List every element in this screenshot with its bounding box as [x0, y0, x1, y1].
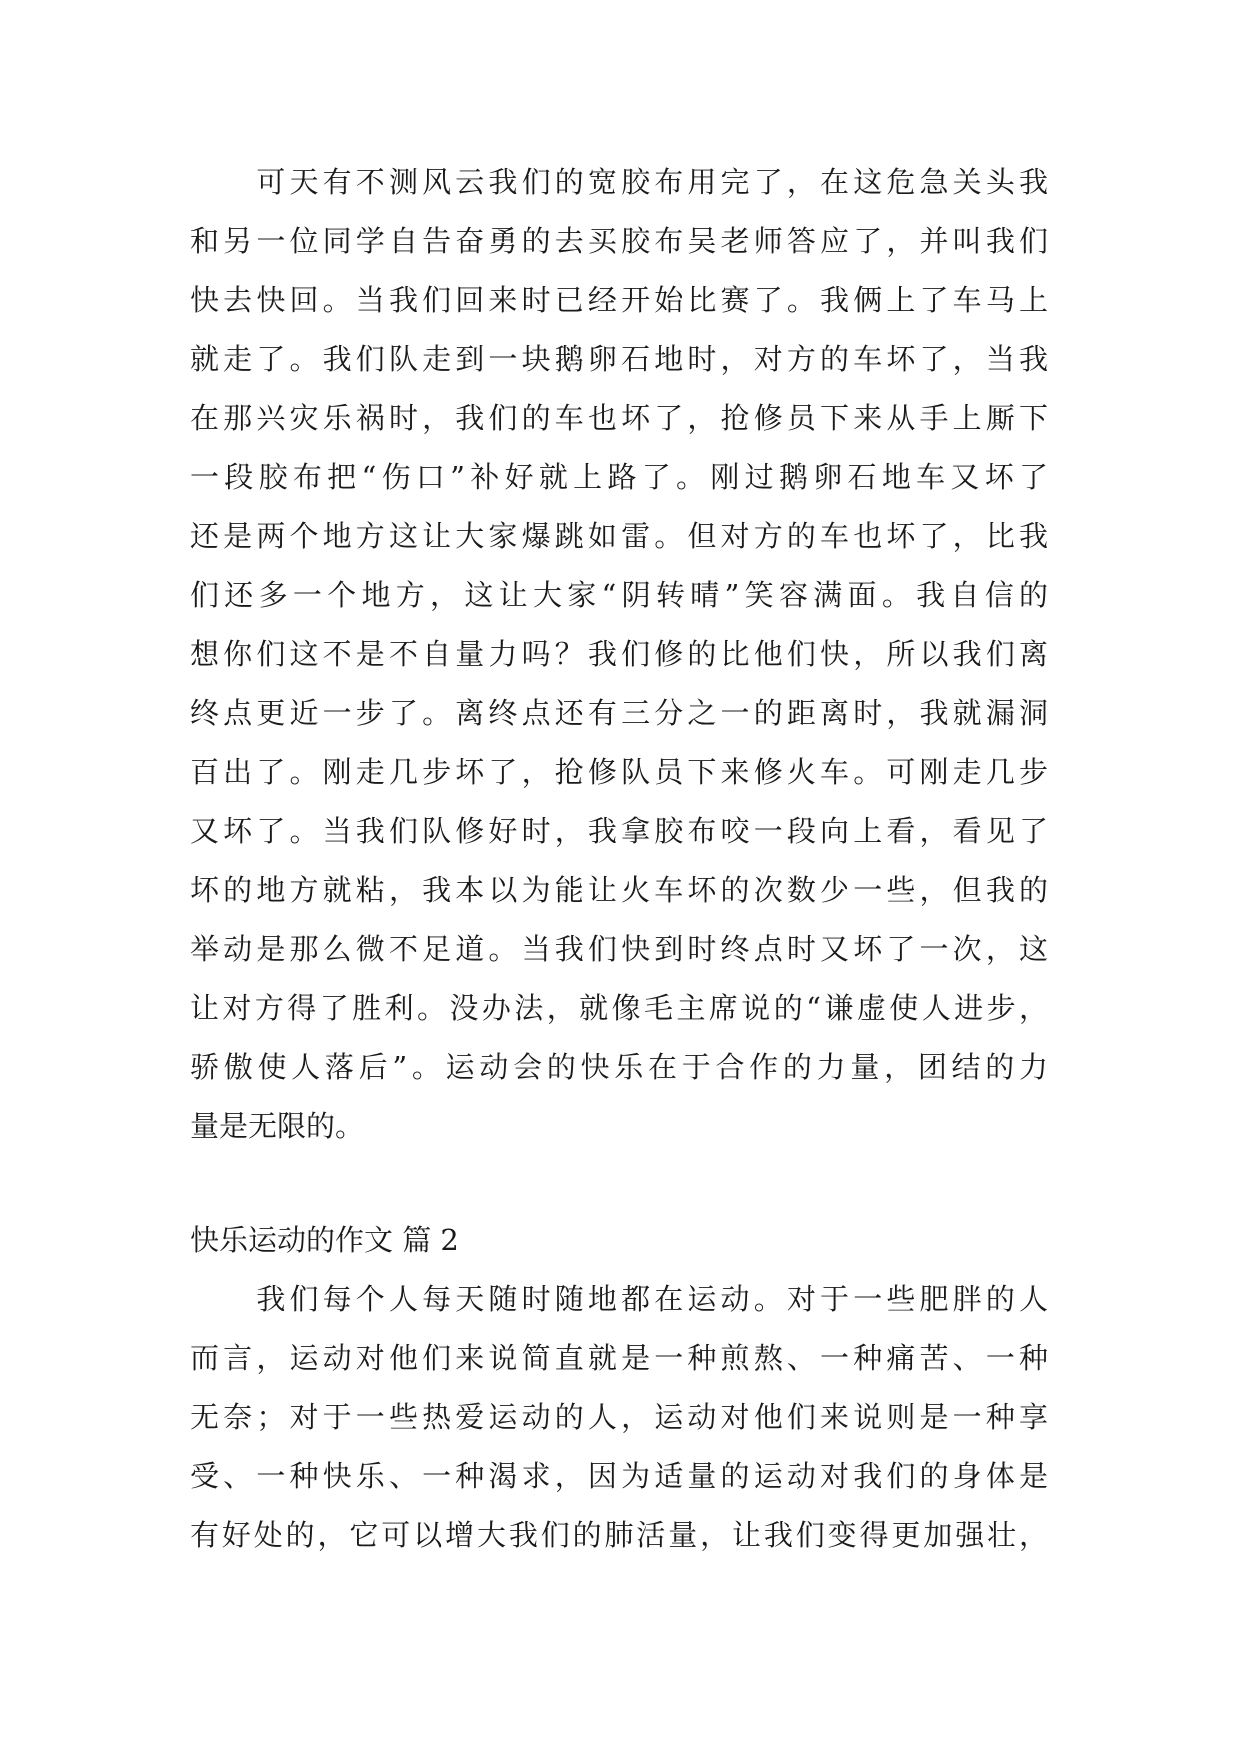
text-line: 终点更近一步了。离终点还有三分之一的距离时，我就漏洞 — [190, 696, 1048, 730]
text-line: 们还多一个地方，这让大家“阴转晴”笑容满面。我自信的 — [190, 578, 1048, 612]
paragraph-exercise-intro — [190, 1270, 1048, 1565]
text-line: 可天有不测风云我们的宽胶布用完了，在这危急关头我 — [190, 165, 1048, 199]
text-line: 百出了。刚走几步坏了，抢修队员下来修火车。可刚走几步 — [190, 755, 1048, 789]
text-line: 快去快回。当我们回来时已经开始比赛了。我俩上了车马上 — [190, 283, 1048, 317]
text-line: 还是两个地方这让大家爆跳如雷。但对方的车也坏了，比我 — [190, 519, 1048, 553]
text-line: 在那兴灾乐祸时，我们的车也坏了，抢修员下来从手上厮下 — [190, 401, 1048, 435]
text-line: 和另一位同学自告奋勇的去买胶布吴老师答应了，并叫我们 — [190, 224, 1048, 258]
text-line: 就走了。我们队走到一块鹅卵石地时，对方的车坏了，当我 — [190, 342, 1048, 376]
text-line: 举动是那么微不足道。当我们快到时终点时又坏了一次，这 — [190, 932, 1048, 966]
section-heading: 快乐运动的作文 篇 2 — [190, 1223, 459, 1257]
paragraph-race-story — [190, 153, 1048, 1156]
text-line: 无奈；对于一些热爱运动的人，运动对他们来说则是一种享 — [190, 1400, 1048, 1434]
text-line: 我们每个人每天随时随地都在运动。对于一些肥胖的人 — [190, 1282, 1048, 1316]
text-line: 又坏了。当我们队修好时，我拿胶布咬一段向上看，看见了 — [190, 814, 1048, 848]
text-line: 而言，运动对他们来说简直就是一种煎熬、一种痛苦、一种 — [190, 1341, 1048, 1375]
text-line: 骄傲使人落后”。运动会的快乐在于合作的力量，团结的力 — [190, 1050, 1048, 1084]
text-line: 想你们这不是不自量力吗？我们修的比他们快，所以我们离 — [190, 637, 1048, 671]
text-line: 有好处的，它可以增大我们的肺活量，让我们变得更加强壮， — [190, 1518, 1048, 1552]
text-line: 量是无限的。 — [190, 1109, 365, 1143]
text-line: 受、一种快乐、一种渴求，因为适量的运动对我们的身体是 — [190, 1459, 1048, 1493]
text-line: 坏的地方就粘，我本以为能让火车坏的次数少一些，但我的 — [190, 873, 1048, 907]
text-line: 一段胶布把“伤口”补好就上路了。刚过鹅卵石地车又坏了 — [190, 460, 1048, 494]
text-line: 让对方得了胜利。没办法，就像毛主席说的“谦虚使人进步， — [190, 991, 1048, 1025]
